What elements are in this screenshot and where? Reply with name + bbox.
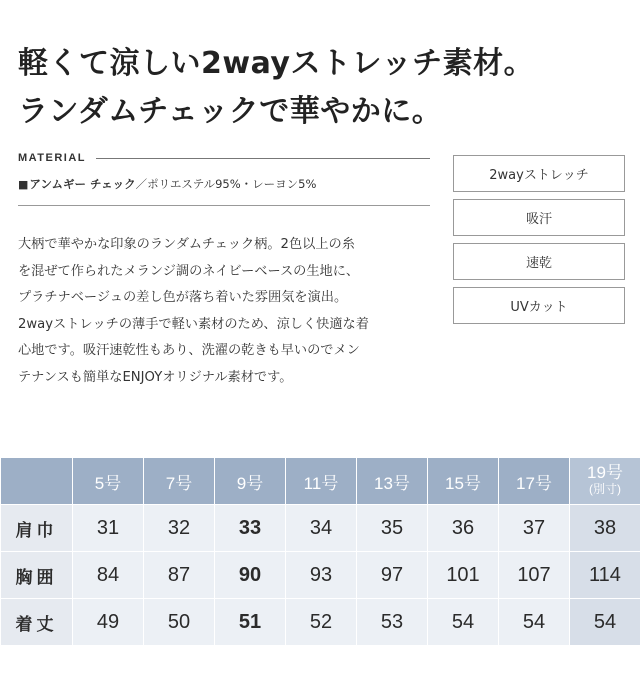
table-cell: 52 [286,599,357,646]
table-cell: 97 [357,552,428,599]
size-header: 13号 [357,458,428,505]
description-line: 大柄で華やかな印象のランダムチェック柄。2色以上の糸 [18,237,355,252]
size-header: 5号 [73,458,144,505]
size-header: 9号 [215,458,286,505]
table-cell: 53 [357,599,428,646]
size-table [0,457,640,646]
table-cell: 33 [215,505,286,552]
table-cell: 34 [286,505,357,552]
table-cell: 93 [286,552,357,599]
headline-line-2: ランダムチェックで華やかに。 [18,94,443,129]
table-cell: 35 [357,505,428,552]
size-header: 17号 [499,458,570,505]
table-corner [1,458,73,505]
description-line: 心地です。吸汗速乾性もあり、洗濯の乾きも早いのでメン [18,343,360,358]
row-label: 肩巾 [1,505,73,552]
feature-badge-stretch: 2wayストレッチ [453,155,625,192]
size-header-special [570,458,640,505]
material-name: アンムギー チェック [29,177,136,191]
description-line: テナンスも簡単なENJOYオリジナル素材です。 [18,369,293,385]
table-cell: 32 [144,505,215,552]
size-header: 7号 [144,458,215,505]
material-label: MATERIAL [18,152,87,164]
row-label: 着丈 [1,599,73,646]
table-cell: 36 [428,505,499,552]
table-cell: 49 [73,599,144,646]
material-spec [18,176,316,192]
table-cell: 87 [144,552,215,599]
special-size-note: (別寸) [589,482,621,496]
feature-badge-sweat-absorbent: 吸汗 [453,199,625,236]
size-header: 19号 [587,463,623,482]
table-cell: 51 [215,599,286,646]
headline [18,40,534,136]
material-description [18,232,438,391]
feature-badge-uv-cut: UVカット [453,287,625,324]
headline-line-1: 軽くて涼しい2wayストレッチ素材。 [18,46,535,81]
size-header-row [1,458,640,505]
table-cell: 101 [428,552,499,599]
table-row [1,505,640,552]
feature-badge-quick-dry: 速乾 [453,243,625,280]
description-line: 2wayストレッチの薄手で軽い素材のため、涼しく快適な着 [18,316,369,332]
material-divider [96,158,430,159]
table-cell: 54 [570,599,640,646]
table-cell: 54 [428,599,499,646]
description-line: を混ぜて作られたメランジ調のネイビーベースの生地に、 [18,263,360,279]
table-cell: 31 [73,505,144,552]
size-header: 15号 [428,458,499,505]
table-cell: 38 [570,505,640,552]
table-cell: 114 [570,552,640,599]
row-label: 胸囲 [1,552,73,599]
table-cell: 37 [499,505,570,552]
table-cell: 90 [215,552,286,599]
table-row [1,552,640,599]
material-composition: ／ポリエステル95%・レーヨン5% [135,177,317,191]
table-cell: 107 [499,552,570,599]
material-bottom-divider [18,205,430,206]
material-header [18,152,430,164]
table-cell: 54 [499,599,570,646]
table-cell: 84 [73,552,144,599]
table-row [1,599,640,646]
size-header: 11号 [286,458,357,505]
feature-list [453,155,625,331]
square-bullet-icon: ■ [18,178,29,191]
description-line: プラチナベージュの差し色が落ち着いた雰囲気を演出。 [18,290,348,305]
table-cell: 50 [144,599,215,646]
